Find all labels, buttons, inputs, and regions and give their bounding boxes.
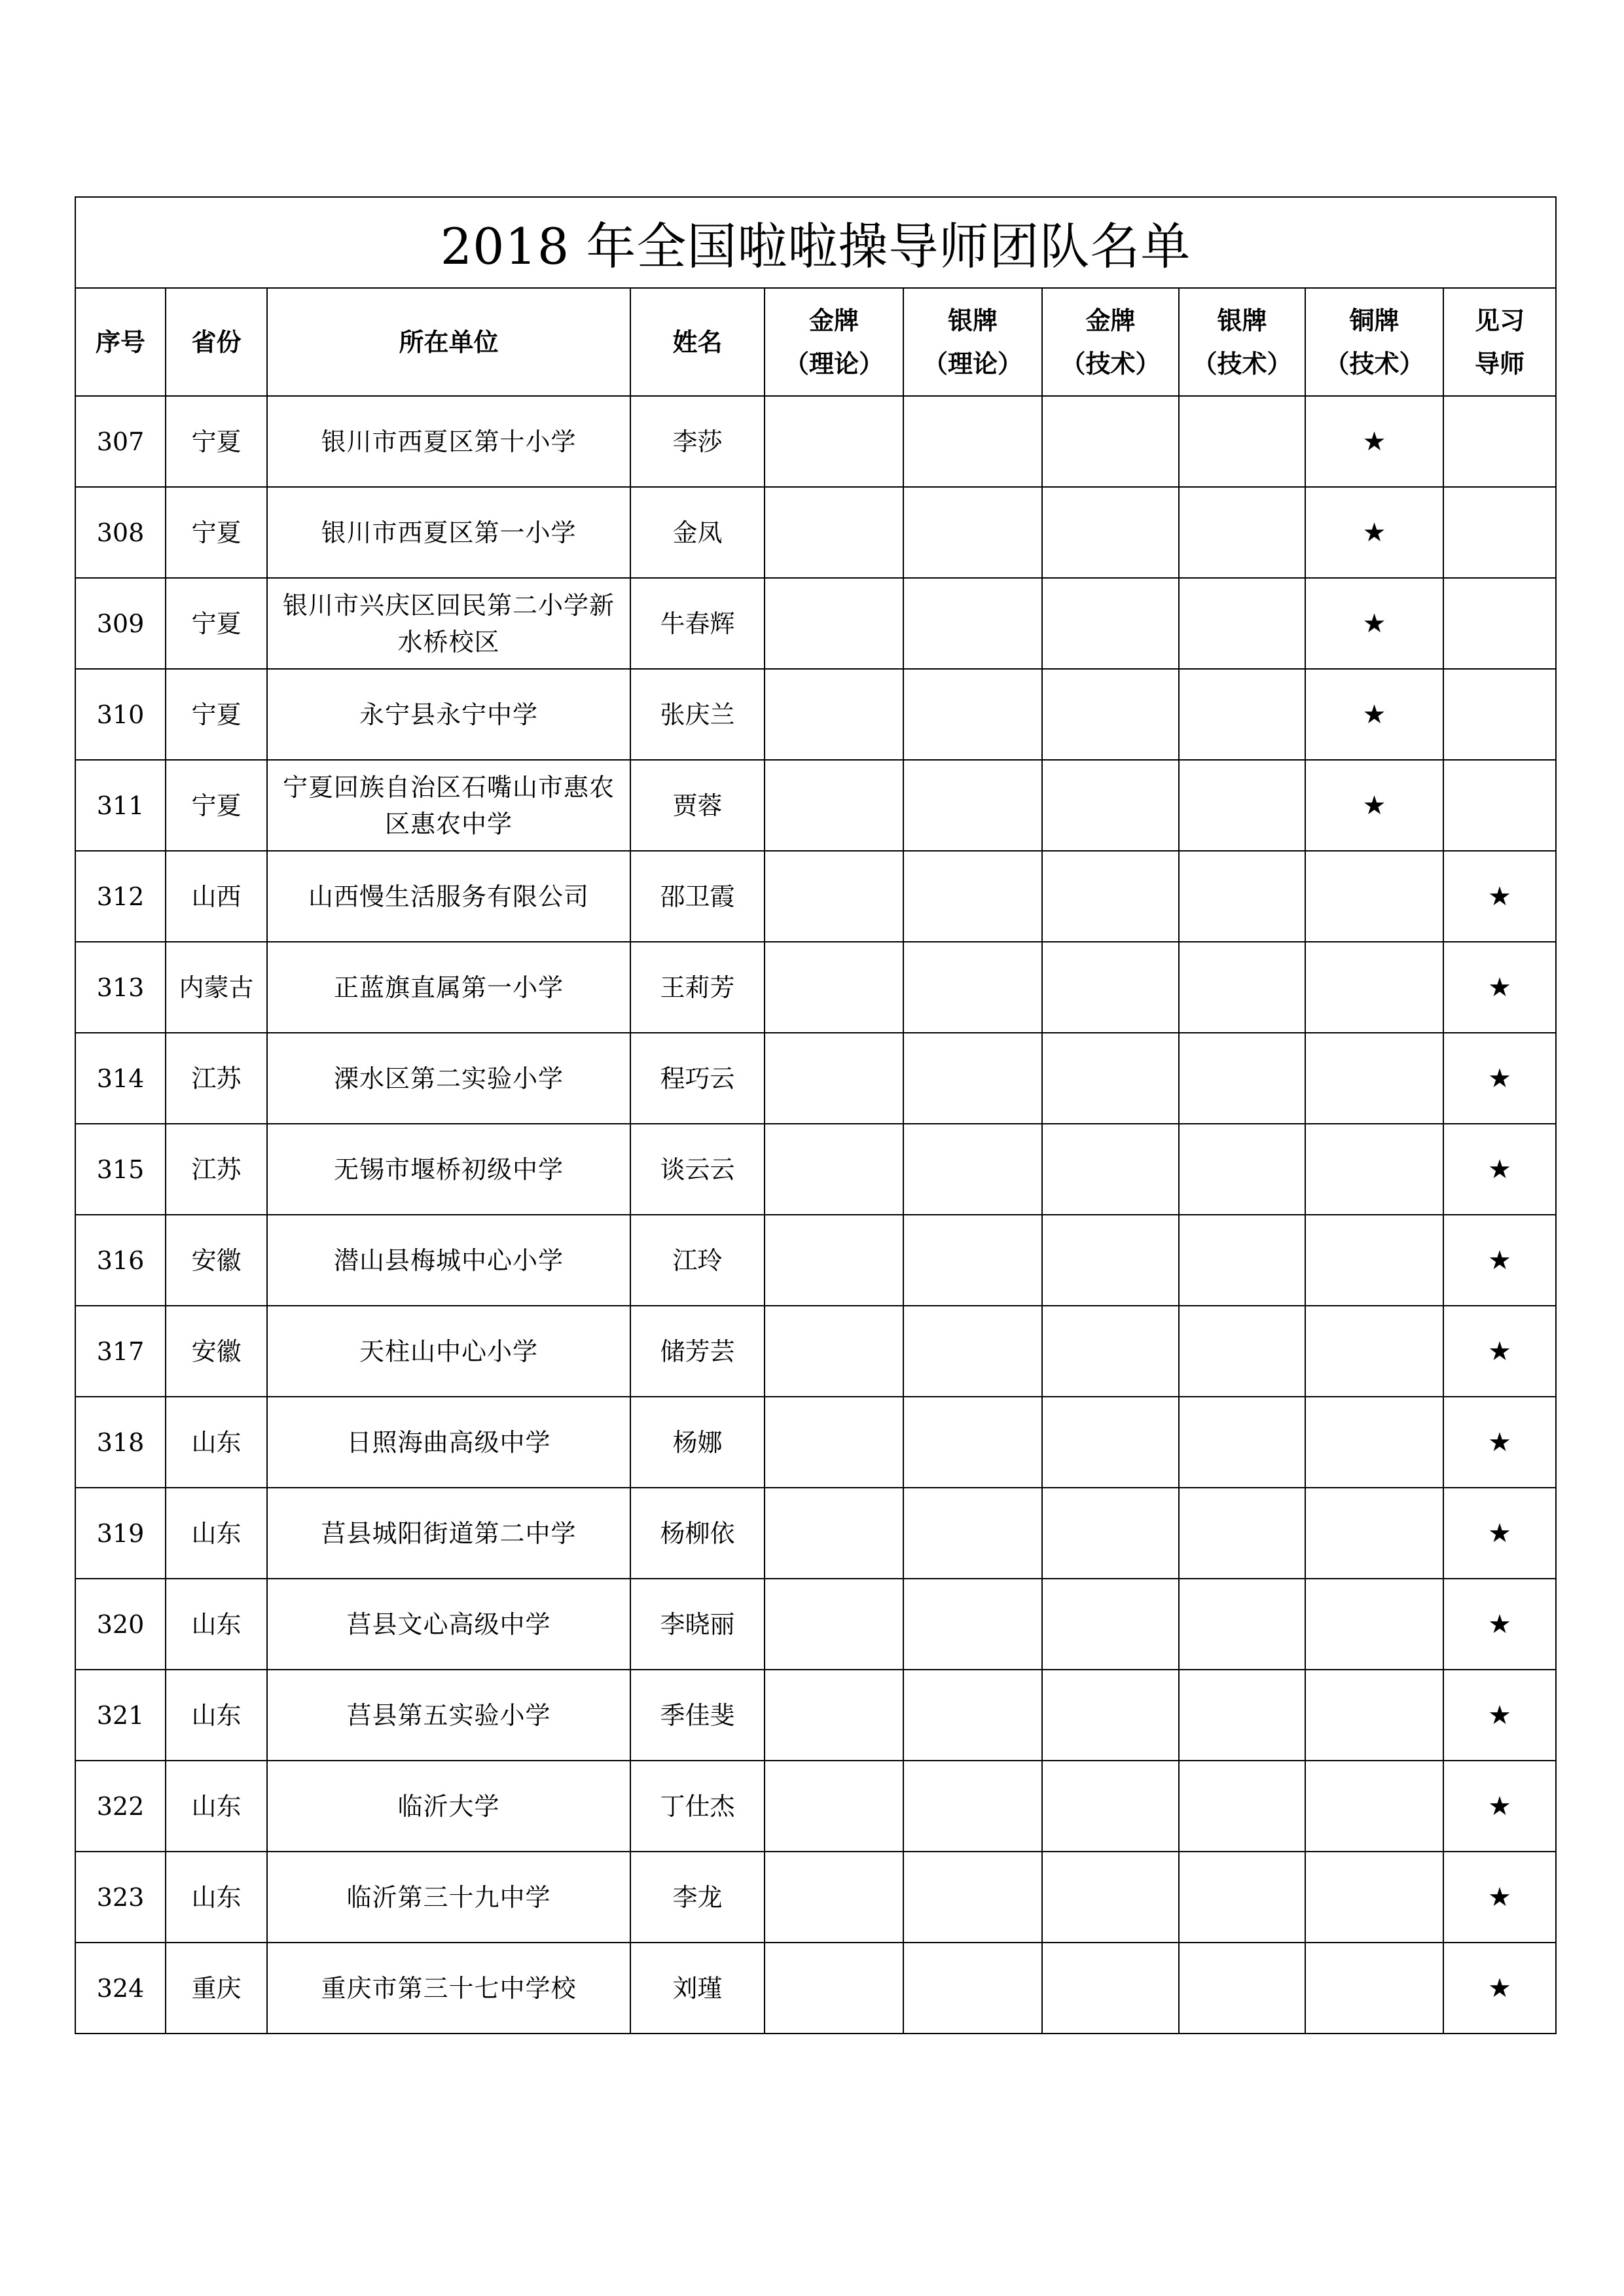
cell-gold-tech bbox=[1042, 1761, 1179, 1852]
cell-seq: 317 bbox=[75, 1306, 166, 1397]
cell-silver-tech bbox=[1179, 942, 1305, 1033]
header-silver-theory-line2: （理论） bbox=[922, 349, 1022, 378]
star-icon: ★ bbox=[1488, 1700, 1511, 1731]
star-icon: ★ bbox=[1488, 1609, 1511, 1640]
cell-seq: 308 bbox=[75, 487, 166, 578]
cell-bronze-tech bbox=[1305, 1579, 1443, 1670]
cell-seq: 312 bbox=[75, 851, 166, 942]
cell-name: 杨娜 bbox=[630, 1397, 765, 1488]
cell-gold-theory bbox=[765, 1761, 903, 1852]
cell-unit bbox=[267, 1306, 630, 1397]
cell-unit bbox=[267, 851, 630, 942]
cell-province: 宁夏 bbox=[166, 669, 267, 760]
cell-silver-tech bbox=[1179, 1306, 1305, 1397]
cell-unit bbox=[267, 1579, 630, 1670]
cell-province: 江苏 bbox=[166, 1124, 267, 1215]
star-icon: ★ bbox=[1488, 1882, 1511, 1912]
cell-silver-tech bbox=[1179, 1670, 1305, 1761]
cell-unit-line: 溧水区第二实验小学 bbox=[333, 1064, 564, 1093]
cell-trainee bbox=[1443, 1488, 1556, 1579]
cell-unit bbox=[267, 760, 630, 851]
header-trainee bbox=[1443, 288, 1556, 396]
star-icon: ★ bbox=[1488, 972, 1511, 1003]
cell-seq: 307 bbox=[75, 396, 166, 487]
cell-bronze-tech bbox=[1305, 1670, 1443, 1761]
cell-province: 宁夏 bbox=[166, 487, 267, 578]
cell-gold-theory bbox=[765, 851, 903, 942]
cell-name: 刘瑾 bbox=[630, 1943, 765, 2034]
cell-province: 宁夏 bbox=[166, 396, 267, 487]
cell-name: 牛春辉 bbox=[630, 578, 765, 669]
header-trainee-line1: 见习 bbox=[1475, 306, 1525, 335]
table-row bbox=[75, 1488, 1556, 1579]
cell-unit bbox=[267, 487, 630, 578]
star-icon: ★ bbox=[1488, 1518, 1511, 1549]
cell-name: 江玲 bbox=[630, 1215, 765, 1306]
cell-trainee bbox=[1443, 1852, 1556, 1943]
table-row bbox=[75, 1943, 1556, 2034]
cell-province: 山东 bbox=[166, 1852, 267, 1943]
cell-silver-theory bbox=[903, 578, 1042, 669]
cell-trainee bbox=[1443, 1124, 1556, 1215]
cell-seq: 313 bbox=[75, 942, 166, 1033]
table-row bbox=[75, 1215, 1556, 1306]
cell-gold-tech bbox=[1042, 1579, 1179, 1670]
cell-province: 山东 bbox=[166, 1397, 267, 1488]
cell-unit-line: 临沂大学 bbox=[397, 1791, 500, 1821]
cell-gold-tech bbox=[1042, 1943, 1179, 2034]
cell-seq: 314 bbox=[75, 1033, 166, 1124]
cell-unit bbox=[267, 942, 630, 1033]
cell-seq: 319 bbox=[75, 1488, 166, 1579]
cell-name: 李莎 bbox=[630, 396, 765, 487]
star-icon: ★ bbox=[1488, 1336, 1511, 1367]
cell-silver-tech bbox=[1179, 1579, 1305, 1670]
cell-bronze-tech bbox=[1305, 1852, 1443, 1943]
cell-silver-theory bbox=[903, 760, 1042, 851]
cell-unit-line: 莒县文心高级中学 bbox=[346, 1609, 551, 1639]
header-silver-tech bbox=[1179, 288, 1305, 396]
cell-seq: 324 bbox=[75, 1943, 166, 2034]
cell-name: 程巧云 bbox=[630, 1033, 765, 1124]
cell-seq: 318 bbox=[75, 1397, 166, 1488]
table-row bbox=[75, 760, 1556, 851]
cell-unit-line: 山西慢生活服务有限公司 bbox=[308, 882, 589, 911]
table-row bbox=[75, 578, 1556, 669]
cell-gold-theory bbox=[765, 1670, 903, 1761]
cell-bronze-tech bbox=[1305, 1488, 1443, 1579]
cell-silver-theory bbox=[903, 1488, 1042, 1579]
cell-silver-tech bbox=[1179, 396, 1305, 487]
cell-trainee bbox=[1443, 1943, 1556, 2034]
table-row bbox=[75, 669, 1556, 760]
cell-unit-line: 银川市兴庆区回民第二小学新 bbox=[282, 590, 615, 620]
roster-document bbox=[75, 196, 1555, 2034]
cell-name: 王莉芳 bbox=[630, 942, 765, 1033]
cell-silver-theory bbox=[903, 1579, 1042, 1670]
cell-gold-theory bbox=[765, 1943, 903, 2034]
cell-silver-tech bbox=[1179, 851, 1305, 942]
cell-silver-theory bbox=[903, 1306, 1042, 1397]
cell-silver-tech bbox=[1179, 669, 1305, 760]
cell-unit-line: 莒县第五实验小学 bbox=[346, 1700, 551, 1730]
cell-gold-tech bbox=[1042, 760, 1179, 851]
cell-bronze-tech bbox=[1305, 487, 1443, 578]
cell-seq: 315 bbox=[75, 1124, 166, 1215]
cell-bronze-tech bbox=[1305, 396, 1443, 487]
cell-province: 山东 bbox=[166, 1488, 267, 1579]
cell-trainee bbox=[1443, 1761, 1556, 1852]
roster-table bbox=[75, 196, 1557, 2034]
cell-bronze-tech bbox=[1305, 669, 1443, 760]
table-row bbox=[75, 1124, 1556, 1215]
cell-unit-line: 永宁县永宁中学 bbox=[359, 700, 538, 729]
cell-province: 江苏 bbox=[166, 1033, 267, 1124]
header-silver-tech-line1: 银牌 bbox=[1217, 306, 1267, 335]
cell-bronze-tech bbox=[1305, 1943, 1443, 2034]
cell-silver-theory bbox=[903, 1670, 1042, 1761]
cell-unit-line: 临沂第三十九中学 bbox=[346, 1882, 551, 1912]
cell-gold-theory bbox=[765, 1124, 903, 1215]
table-row bbox=[75, 1033, 1556, 1124]
cell-name: 储芳芸 bbox=[630, 1306, 765, 1397]
cell-gold-tech bbox=[1042, 487, 1179, 578]
cell-bronze-tech bbox=[1305, 1124, 1443, 1215]
cell-silver-theory bbox=[903, 1124, 1042, 1215]
cell-trainee bbox=[1443, 396, 1556, 487]
cell-bronze-tech bbox=[1305, 578, 1443, 669]
cell-province: 山西 bbox=[166, 851, 267, 942]
cell-seq: 311 bbox=[75, 760, 166, 851]
cell-silver-tech bbox=[1179, 1488, 1305, 1579]
cell-gold-theory bbox=[765, 1488, 903, 1579]
cell-unit bbox=[267, 396, 630, 487]
cell-trainee bbox=[1443, 1670, 1556, 1761]
cell-gold-theory bbox=[765, 1852, 903, 1943]
cell-trainee bbox=[1443, 1397, 1556, 1488]
star-icon: ★ bbox=[1488, 881, 1511, 912]
header-bronze-tech-line2: （技术） bbox=[1324, 349, 1424, 378]
cell-gold-theory bbox=[765, 1579, 903, 1670]
cell-seq: 321 bbox=[75, 1670, 166, 1761]
cell-unit bbox=[267, 1761, 630, 1852]
cell-bronze-tech bbox=[1305, 1215, 1443, 1306]
cell-silver-theory bbox=[903, 942, 1042, 1033]
cell-unit-line: 银川市西夏区第十小学 bbox=[321, 427, 577, 456]
cell-silver-theory bbox=[903, 396, 1042, 487]
header-gold-theory bbox=[765, 288, 903, 396]
cell-name: 谈云云 bbox=[630, 1124, 765, 1215]
cell-silver-theory bbox=[903, 1215, 1042, 1306]
cell-gold-tech bbox=[1042, 1488, 1179, 1579]
cell-bronze-tech bbox=[1305, 1306, 1443, 1397]
cell-unit bbox=[267, 1033, 630, 1124]
cell-unit bbox=[267, 1488, 630, 1579]
header-gold-tech-line1: 金牌 bbox=[1085, 306, 1136, 335]
cell-bronze-tech bbox=[1305, 1033, 1443, 1124]
header-name: 姓名 bbox=[630, 288, 765, 396]
cell-silver-tech bbox=[1179, 487, 1305, 578]
star-icon: ★ bbox=[1488, 1973, 1511, 2003]
cell-unit-line: 水桥校区 bbox=[397, 627, 500, 656]
document-title: 2018 年全国啦啦操导师团队名单 bbox=[75, 197, 1556, 288]
cell-province: 安徽 bbox=[166, 1306, 267, 1397]
cell-unit bbox=[267, 578, 630, 669]
cell-gold-tech bbox=[1042, 1215, 1179, 1306]
cell-gold-tech bbox=[1042, 851, 1179, 942]
cell-trainee bbox=[1443, 1215, 1556, 1306]
cell-gold-tech bbox=[1042, 578, 1179, 669]
cell-bronze-tech bbox=[1305, 760, 1443, 851]
star-icon: ★ bbox=[1488, 1154, 1511, 1185]
header-gold-theory-line2: （理论） bbox=[784, 349, 884, 378]
cell-seq: 316 bbox=[75, 1215, 166, 1306]
cell-gold-tech bbox=[1042, 1124, 1179, 1215]
table-row bbox=[75, 1306, 1556, 1397]
cell-gold-tech bbox=[1042, 1033, 1179, 1124]
cell-silver-theory bbox=[903, 669, 1042, 760]
star-icon: ★ bbox=[1488, 1245, 1511, 1276]
cell-gold-tech bbox=[1042, 1852, 1179, 1943]
cell-unit-line: 天柱山中心小学 bbox=[359, 1336, 538, 1366]
header-gold-tech bbox=[1042, 288, 1179, 396]
cell-trainee bbox=[1443, 851, 1556, 942]
cell-gold-tech bbox=[1042, 1306, 1179, 1397]
cell-name: 金凤 bbox=[630, 487, 765, 578]
cell-bronze-tech bbox=[1305, 1761, 1443, 1852]
cell-gold-theory bbox=[765, 1306, 903, 1397]
cell-province: 安徽 bbox=[166, 1215, 267, 1306]
table-row bbox=[75, 942, 1556, 1033]
cell-name: 季佳斐 bbox=[630, 1670, 765, 1761]
cell-silver-tech bbox=[1179, 1215, 1305, 1306]
cell-province: 内蒙古 bbox=[166, 942, 267, 1033]
cell-gold-theory bbox=[765, 669, 903, 760]
table-row bbox=[75, 396, 1556, 487]
cell-unit-line: 莒县城阳街道第二中学 bbox=[321, 1518, 577, 1548]
cell-trainee bbox=[1443, 942, 1556, 1033]
cell-gold-tech bbox=[1042, 669, 1179, 760]
cell-seq: 323 bbox=[75, 1852, 166, 1943]
cell-province: 重庆 bbox=[166, 1943, 267, 2034]
cell-unit-line: 银川市西夏区第一小学 bbox=[321, 518, 577, 547]
cell-bronze-tech bbox=[1305, 851, 1443, 942]
star-icon: ★ bbox=[1362, 790, 1386, 821]
cell-silver-tech bbox=[1179, 578, 1305, 669]
cell-seq: 310 bbox=[75, 669, 166, 760]
cell-name: 李龙 bbox=[630, 1852, 765, 1943]
star-icon: ★ bbox=[1362, 426, 1386, 457]
table-row bbox=[75, 851, 1556, 942]
header-unit: 所在单位 bbox=[267, 288, 630, 396]
header-bronze-tech-line1: 铜牌 bbox=[1349, 306, 1399, 335]
table-row bbox=[75, 1761, 1556, 1852]
cell-silver-theory bbox=[903, 1943, 1042, 2034]
star-icon: ★ bbox=[1488, 1427, 1511, 1458]
star-icon: ★ bbox=[1488, 1063, 1511, 1094]
cell-gold-theory bbox=[765, 396, 903, 487]
cell-unit bbox=[267, 669, 630, 760]
table-row bbox=[75, 1579, 1556, 1670]
cell-silver-theory bbox=[903, 1397, 1042, 1488]
cell-name: 李晓丽 bbox=[630, 1579, 765, 1670]
cell-unit bbox=[267, 1670, 630, 1761]
cell-unit bbox=[267, 1215, 630, 1306]
cell-unit bbox=[267, 1397, 630, 1488]
cell-silver-theory bbox=[903, 1761, 1042, 1852]
cell-name: 张庆兰 bbox=[630, 669, 765, 760]
cell-name: 贾蓉 bbox=[630, 760, 765, 851]
header-silver-theory bbox=[903, 288, 1042, 396]
cell-silver-tech bbox=[1179, 760, 1305, 851]
cell-trainee bbox=[1443, 760, 1556, 851]
star-icon: ★ bbox=[1362, 517, 1386, 548]
cell-silver-tech bbox=[1179, 1943, 1305, 2034]
cell-seq: 320 bbox=[75, 1579, 166, 1670]
cell-trainee bbox=[1443, 1306, 1556, 1397]
cell-gold-theory bbox=[765, 1215, 903, 1306]
cell-name: 邵卫霞 bbox=[630, 851, 765, 942]
header-silver-tech-line2: （技术） bbox=[1192, 349, 1292, 378]
cell-gold-tech bbox=[1042, 396, 1179, 487]
cell-silver-tech bbox=[1179, 1397, 1305, 1488]
roster-body bbox=[75, 396, 1556, 2034]
cell-unit-line: 潜山县梅城中心小学 bbox=[333, 1246, 564, 1275]
cell-unit-line: 区惠农中学 bbox=[384, 809, 513, 838]
cell-province: 山东 bbox=[166, 1761, 267, 1852]
cell-trainee bbox=[1443, 578, 1556, 669]
cell-seq: 309 bbox=[75, 578, 166, 669]
cell-trainee bbox=[1443, 1033, 1556, 1124]
cell-bronze-tech bbox=[1305, 1397, 1443, 1488]
table-row bbox=[75, 1670, 1556, 1761]
cell-unit bbox=[267, 1943, 630, 2034]
header-seq: 序号 bbox=[75, 288, 166, 396]
cell-seq: 322 bbox=[75, 1761, 166, 1852]
header-silver-theory-line1: 银牌 bbox=[947, 306, 998, 335]
cell-silver-tech bbox=[1179, 1124, 1305, 1215]
cell-gold-tech bbox=[1042, 1397, 1179, 1488]
header-bronze-tech bbox=[1305, 288, 1443, 396]
cell-name: 丁仕杰 bbox=[630, 1761, 765, 1852]
cell-name: 杨柳依 bbox=[630, 1488, 765, 1579]
cell-gold-theory bbox=[765, 1033, 903, 1124]
header-gold-theory-line1: 金牌 bbox=[808, 306, 859, 335]
header-gold-tech-line2: （技术） bbox=[1060, 349, 1161, 378]
cell-bronze-tech bbox=[1305, 942, 1443, 1033]
cell-unit-line: 宁夏回族自治区石嘴山市惠农 bbox=[282, 772, 615, 802]
cell-unit-line: 日照海曲高级中学 bbox=[346, 1427, 551, 1457]
cell-silver-tech bbox=[1179, 1852, 1305, 1943]
cell-province: 宁夏 bbox=[166, 578, 267, 669]
cell-gold-theory bbox=[765, 760, 903, 851]
cell-province: 宁夏 bbox=[166, 760, 267, 851]
header-row bbox=[75, 288, 1556, 396]
star-icon: ★ bbox=[1362, 699, 1386, 730]
cell-gold-theory bbox=[765, 1397, 903, 1488]
cell-silver-theory bbox=[903, 851, 1042, 942]
table-row bbox=[75, 487, 1556, 578]
star-icon: ★ bbox=[1488, 1791, 1511, 1821]
cell-unit-line: 重庆市第三十七中学校 bbox=[321, 1973, 577, 2003]
header-province: 省份 bbox=[166, 288, 267, 396]
cell-gold-theory bbox=[765, 487, 903, 578]
cell-gold-tech bbox=[1042, 942, 1179, 1033]
cell-silver-tech bbox=[1179, 1033, 1305, 1124]
cell-trainee bbox=[1443, 1579, 1556, 1670]
cell-gold-tech bbox=[1042, 1670, 1179, 1761]
cell-province: 山东 bbox=[166, 1670, 267, 1761]
cell-silver-theory bbox=[903, 1852, 1042, 1943]
header-trainee-line2: 导师 bbox=[1475, 349, 1525, 378]
cell-silver-tech bbox=[1179, 1761, 1305, 1852]
star-icon: ★ bbox=[1362, 608, 1386, 639]
cell-trainee bbox=[1443, 487, 1556, 578]
cell-silver-theory bbox=[903, 1033, 1042, 1124]
cell-silver-theory bbox=[903, 487, 1042, 578]
cell-gold-theory bbox=[765, 578, 903, 669]
cell-trainee bbox=[1443, 669, 1556, 760]
cell-unit-line: 无锡市堰桥初级中学 bbox=[333, 1155, 564, 1184]
cell-unit-line: 正蓝旗直属第一小学 bbox=[333, 973, 564, 1002]
table-row bbox=[75, 1397, 1556, 1488]
cell-province: 山东 bbox=[166, 1579, 267, 1670]
table-row bbox=[75, 1852, 1556, 1943]
cell-unit bbox=[267, 1124, 630, 1215]
cell-unit bbox=[267, 1852, 630, 1943]
cell-gold-theory bbox=[765, 942, 903, 1033]
